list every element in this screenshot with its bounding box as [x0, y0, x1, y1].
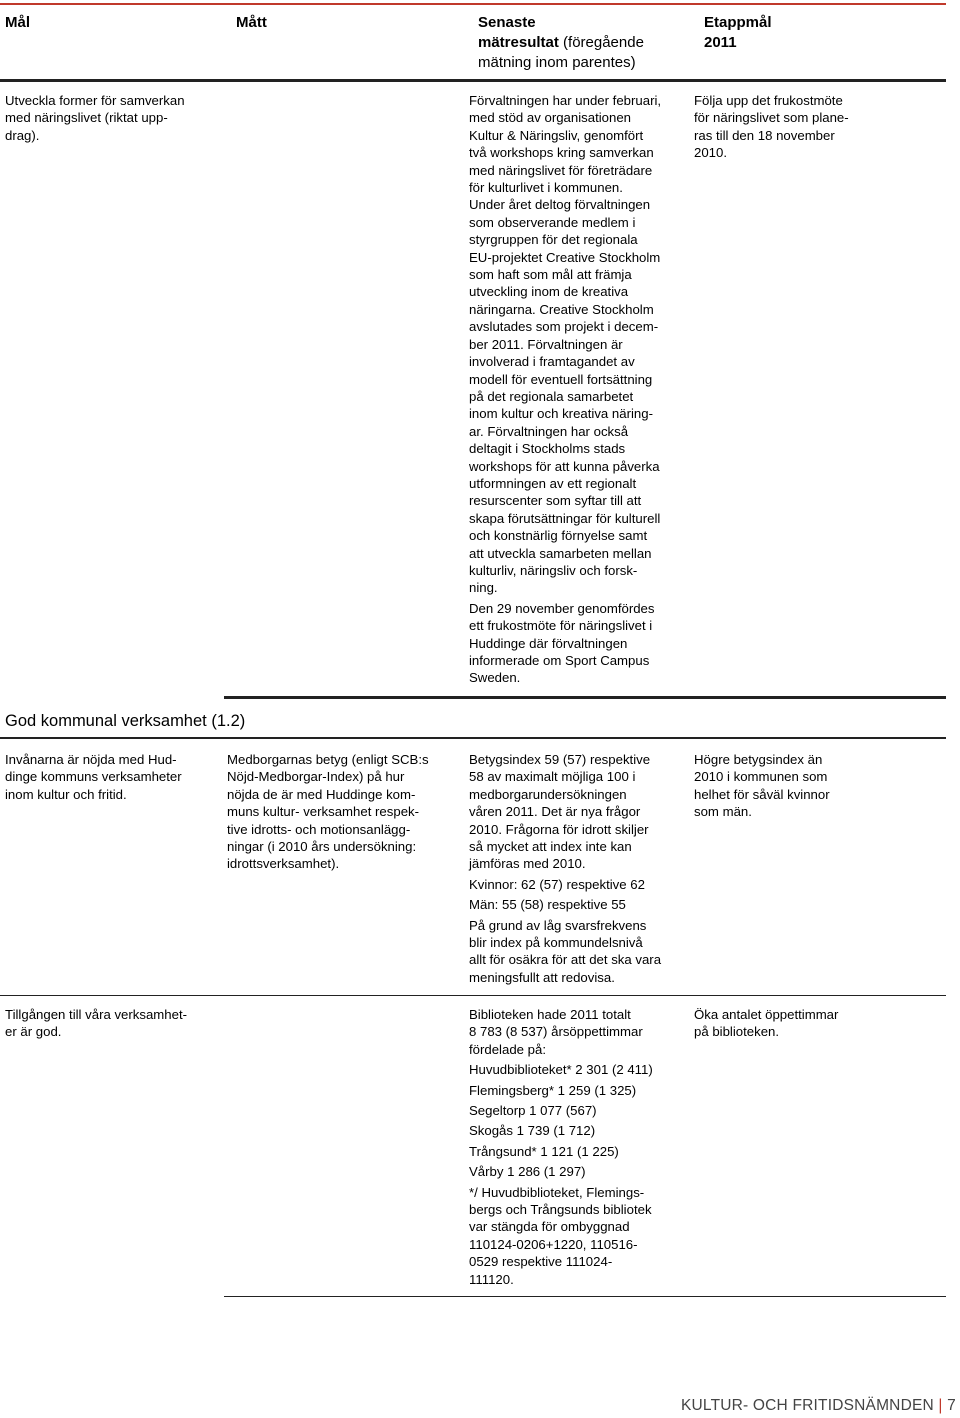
- page-footer: [681, 1396, 956, 1416]
- library-hours-1: Flemingsberg* 1 259 (1 325): [469, 1082, 637, 1098]
- header-etapp-line1: Etappmål: [704, 14, 772, 31]
- library-hours-3: Skogås 1 739 (1 712): [469, 1123, 596, 1139]
- row2-measure: Medborgarnas betyg (enligt SCB:s Nöjd-Medborgar-Index) på hur nöjda de är med Huddinge kom- muns kultur- verksamhet respek- tive idrotts- och motionsanlägg- ningar (i 2010 års undersökning: idrottsverksamhet).: [227, 752, 429, 872]
- footer-org: KULTUR- OCH FRITIDSNÄMNDEN: [680, 1397, 934, 1414]
- library-hours-4: Trångsund* 1 121 (1 225): [469, 1143, 619, 1159]
- row2-goal: Invånarna är nöjda med Hud- dinge kommuns verksamheter inom kultur och fritid.: [5, 752, 182, 802]
- header-senaste-line3: mätning inom parentes): [478, 54, 636, 71]
- section-rule: [0, 737, 946, 739]
- header-col-matt: [236, 13, 267, 33]
- row3-rule: [224, 1296, 946, 1297]
- library-hours-0: Huvudbiblioteket* 2 301 (2 411): [469, 1062, 653, 1078]
- row2-target: Högre betygsindex än 2010 i kommunen som helhet för såväl kvinnor som män.: [694, 752, 830, 820]
- row3-target: Öka antalet öppettimmar på biblioteken.: [694, 1007, 839, 1040]
- row3-result: [469, 1006, 694, 1288]
- row1-result-p2: Den 29 november genomfördes ett frukostmöte för näringslivet i Huddinge där förvaltningen informerade om Sport Campus Sweden.: [469, 600, 655, 686]
- row2-result: [469, 751, 694, 986]
- row2-result-p3: Män: 55 (58) respektive 55: [469, 897, 626, 913]
- top-accent-rule: [0, 3, 946, 5]
- header-senaste-paren: (föregående: [563, 34, 644, 51]
- header-senaste-line1: Senaste: [478, 14, 536, 31]
- header-col-mal: [5, 13, 30, 33]
- row2-rule: [0, 995, 946, 996]
- row3-result-p1: Biblioteken hade 2011 totalt 8 783 (8 537) årsöppettimmar fördelade på:: [469, 1007, 643, 1057]
- row1-rule: [224, 696, 946, 699]
- library-hours-5: Vårby 1 286 (1 297): [469, 1164, 586, 1180]
- header-etapp-line2: 2011: [704, 34, 737, 51]
- library-hours-2: Segeltorp 1 077 (567): [469, 1103, 597, 1119]
- section-title: God kommunal verksamhet (1.2): [5, 712, 246, 730]
- row1-target: Följa upp det frukostmöte för näringslivet som plane- ras till den 18 november 2010.: [694, 93, 849, 161]
- header-col-etapp: [704, 13, 772, 53]
- footer-page-number: 7: [947, 1397, 956, 1414]
- row1-goal: Utveckla former för samverkan med näringslivet (riktat upp- drag).: [5, 93, 185, 143]
- header-mal-label: Mål: [5, 14, 31, 31]
- footer-separator: |: [938, 1397, 943, 1414]
- row2-result-p4: På grund av låg svarsfrekvens blir index på kommundelsnivå allt för osäkra för att det ska vara meningsfullt att redovisa.: [469, 917, 662, 985]
- row1-result-p1: Förvaltningen har under februari, med stöd av organisationen Kultur & Näringsliv, genomfört två workshops kring samverkan med näringslivet för företrädare för kulturlivet i kommunen. Under året deltog förvaltningen som observerande medlem i styrgruppen för det regionala EU-projektet Creative Stockholm som haft som mål att främja utveckling inom de kreativa näringarna. Creative Stockholm avslutades som projekt i decem- ber 2011. Förvaltningen är involverad i framtagandet av modell för eventuell fortsättning på det regionala samarbetet inom kultur och kreativa näring- ar. Förvaltningen har också deltagit i Stockholms stads workshops för att kunna påverka utformningen av ett regionalt resurscenter som syftar till att skapa förutsättningar för kulturell och konstnärlig förnyelse samt att utveckla samarbeten mellan kulturliv, näringsliv och forsk- ning.: [469, 93, 662, 596]
- header-col-senaste: [478, 13, 644, 73]
- row2-result-p1: Betygsindex 59 (57) respektive 58 av maximalt möjliga 100 i medborgarundersökningen våren 2011. Det är nya frågor 2010. Frågorna för idrott skiljer så mycket att index inte kan jämföras med 2010.: [469, 752, 651, 872]
- row2-result-p2: Kvinnor: 62 (57) respektive 62: [469, 876, 645, 892]
- row3-result-note: */ Huvudbiblioteket, Flemings- bergs och Trångsunds bibliotek var stängda för ombyggnad 110124-0206+1220, 110516- 0529 respektive 111024- 111120.: [469, 1184, 652, 1287]
- header-rule: [0, 79, 946, 82]
- header-senaste-bold: mätresultat: [478, 34, 559, 51]
- header-senaste-line2: [478, 33, 644, 53]
- row3-goal: Tillgången till våra verksamhet- er är god.: [5, 1007, 188, 1040]
- row1-result: [469, 92, 694, 687]
- header-matt-label: Mått: [236, 14, 267, 31]
